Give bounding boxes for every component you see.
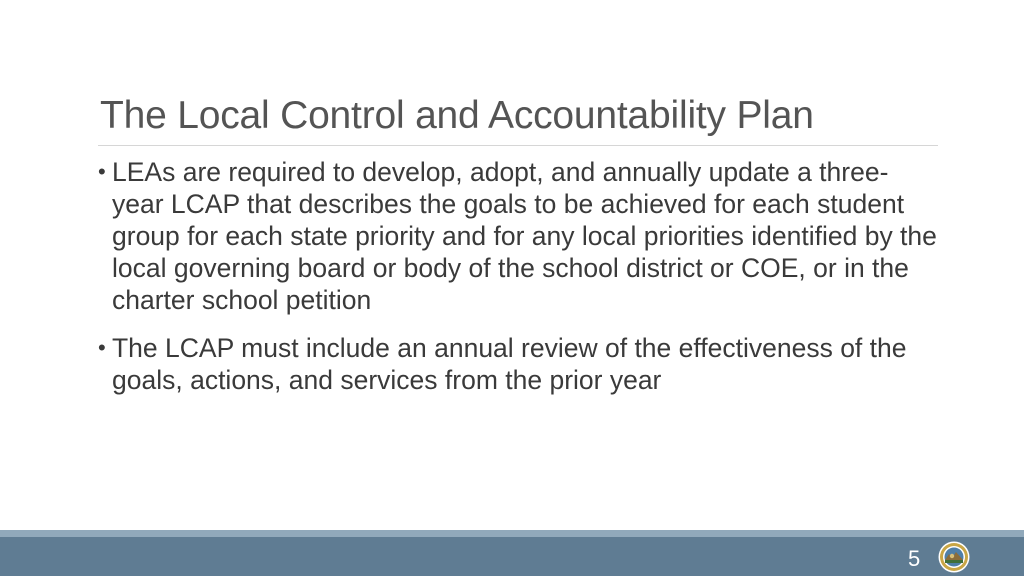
- seal-ground: [945, 560, 963, 563]
- bullet-marker: •: [98, 335, 106, 360]
- seal-figure: [950, 554, 954, 558]
- page-number: 5: [908, 546, 921, 571]
- bullet-list: [98, 156, 938, 412]
- slide-title: The Local Control and Accountability Plan: [100, 94, 814, 137]
- footer-band-highlight: [0, 530, 1024, 537]
- bullet-text: The LCAP must include an annual review of the effectiveness of the goals, actions, and services from the prior year: [112, 333, 907, 395]
- bullet-item: [98, 156, 938, 316]
- bullet-marker: •: [98, 159, 106, 184]
- title-divider: [98, 145, 938, 146]
- bullet-text: LEAs are required to develop, adopt, and annually update a three-year LCAP that describes the goals to be achieved for each student group for each state priority and for any local priorities identified by the local governing board or body of the school district or COE, or in the charter school petition: [112, 157, 937, 315]
- bullet-item: [98, 332, 938, 396]
- state-seal-icon: [938, 541, 970, 573]
